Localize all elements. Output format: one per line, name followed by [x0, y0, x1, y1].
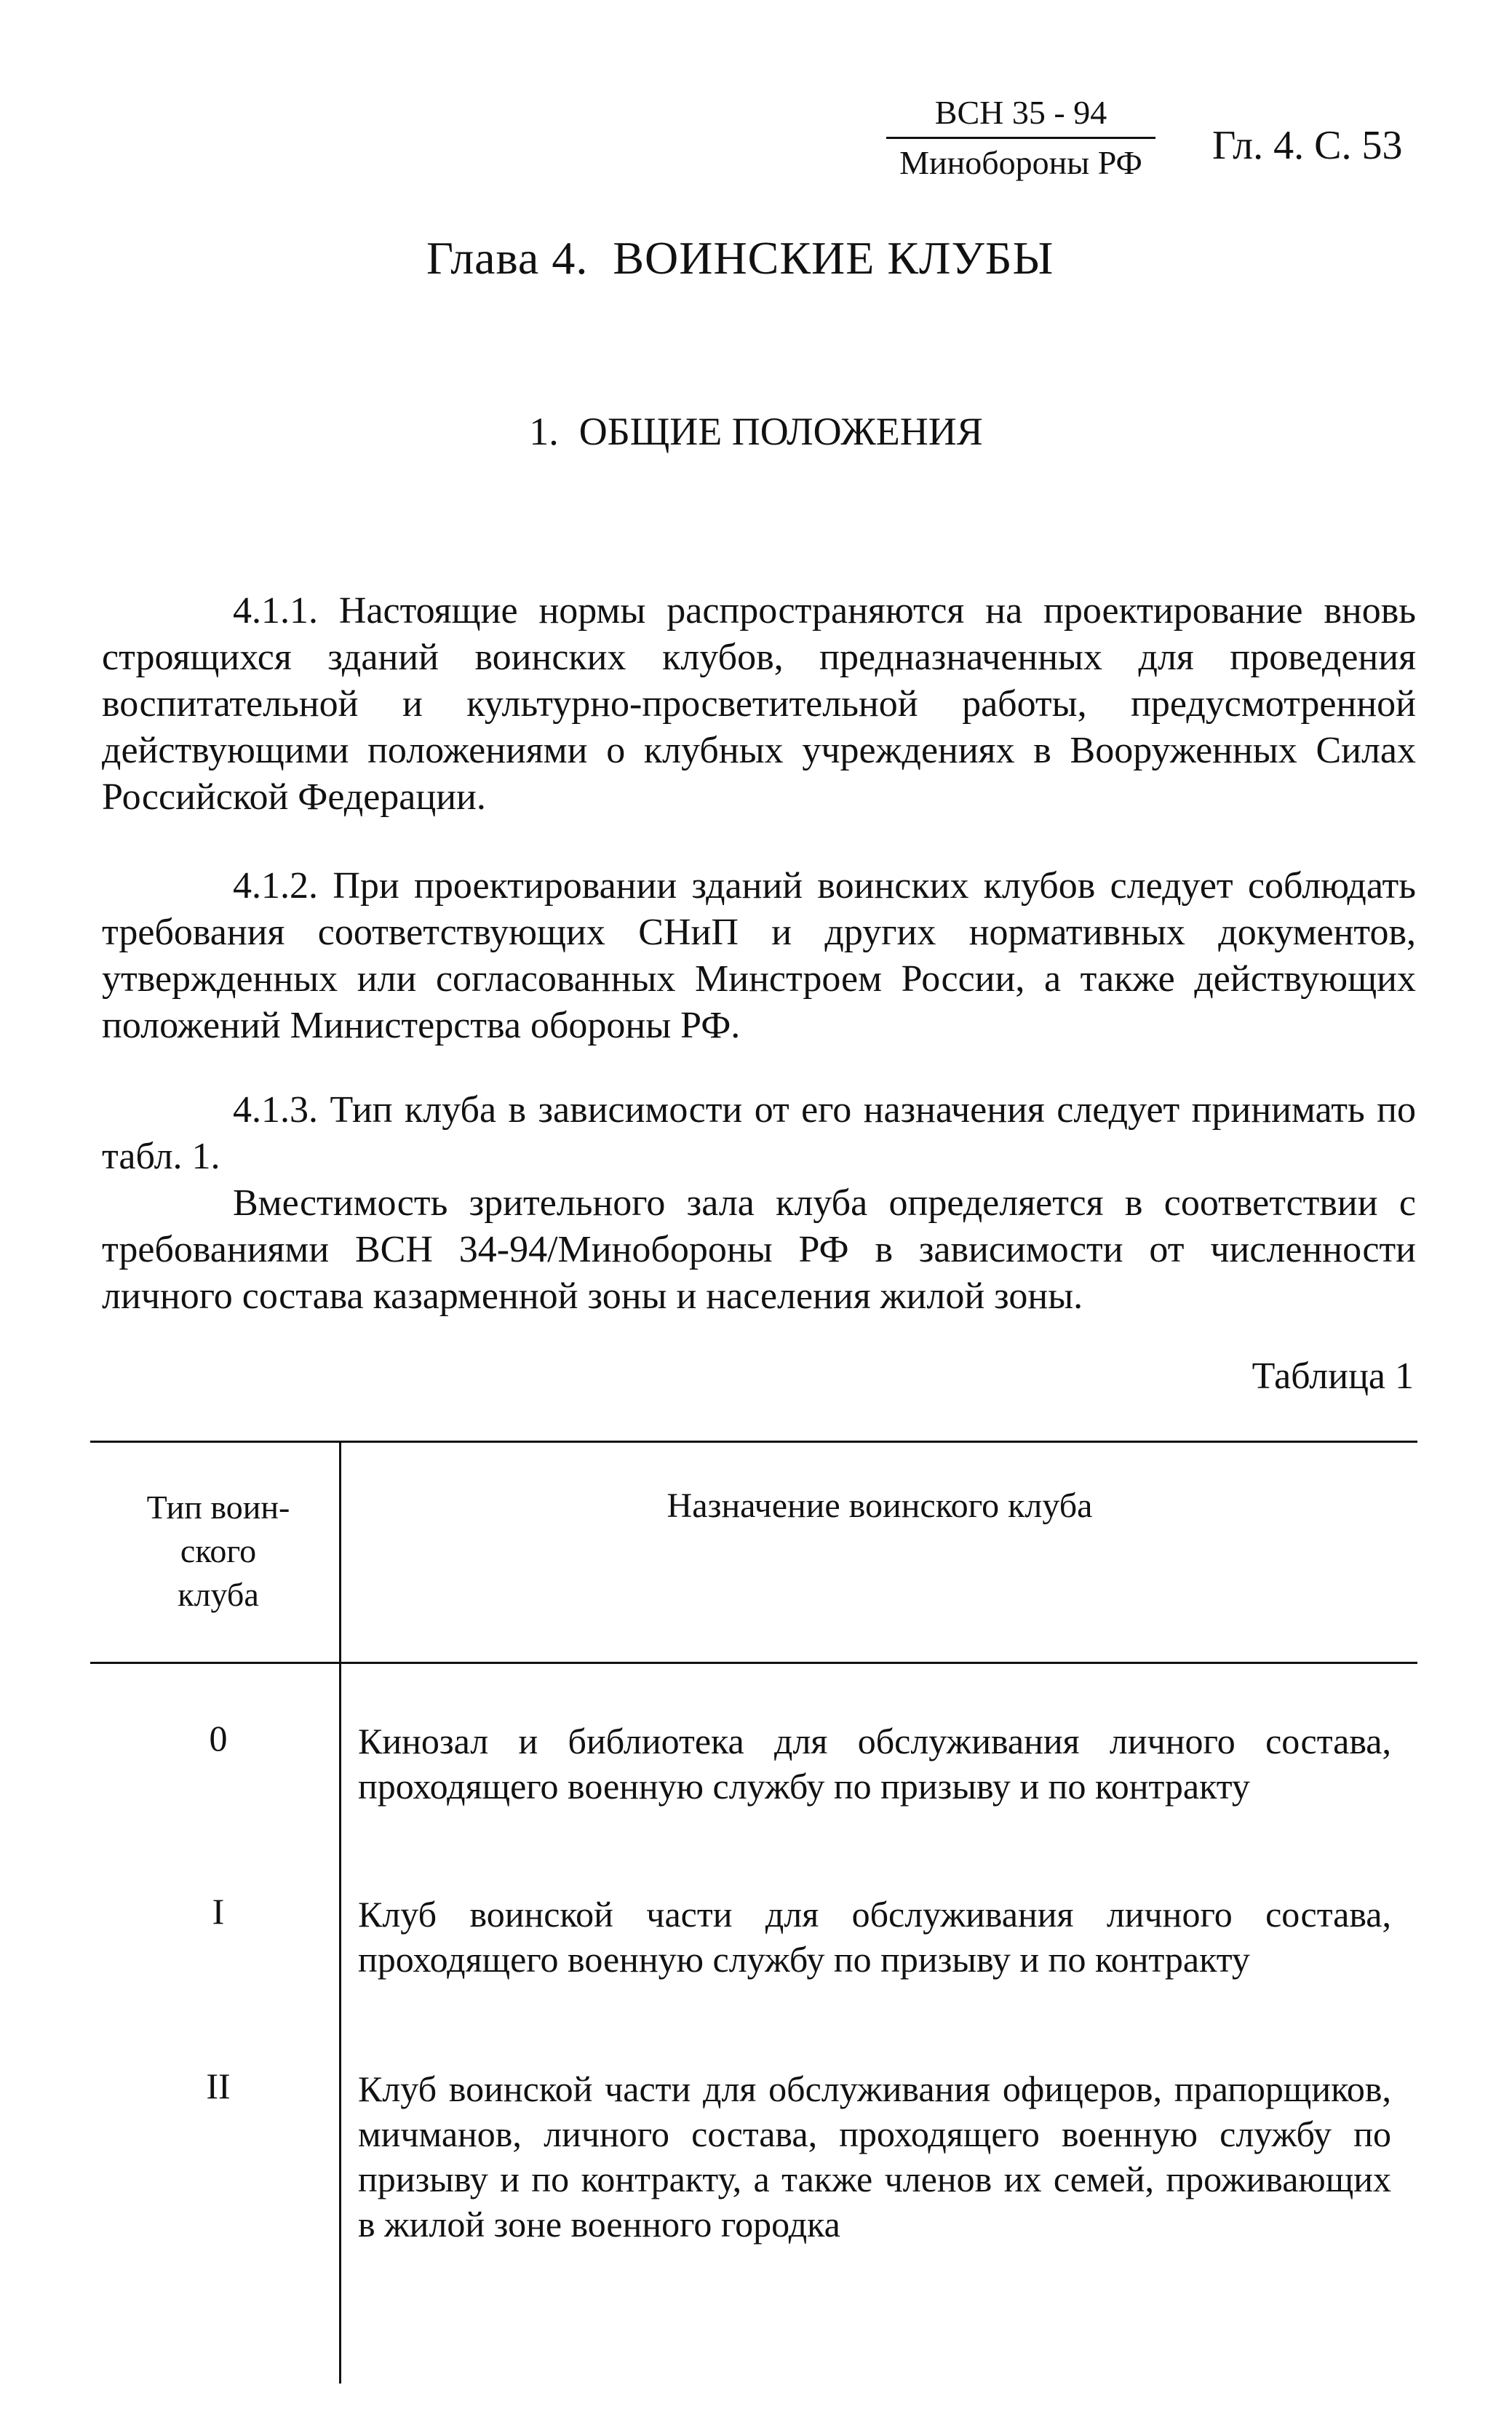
table-row-purpose: Клуб воинской части для обслуживания личного состава, проходящего военную службу по призыву и по контракту — [358, 1894, 1391, 1980]
section-heading — [0, 409, 1512, 454]
document-code-issuer: Минобороны РФ — [899, 144, 1142, 181]
document-code — [886, 96, 1155, 180]
paragraph-4-1-3 — [102, 1087, 1416, 1320]
page-reference: Гл. 4. С. 53 — [1212, 123, 1403, 168]
table-caption: Таблица 1 — [1252, 1355, 1414, 1397]
document-code-number: ВСН 35 - 94 — [886, 96, 1155, 139]
table-row-type: I — [212, 1891, 225, 1932]
chapter-title: Глава 4. ВОИНСКИЕ КЛУБЫ — [426, 232, 1054, 284]
paragraph-text: Вместимость зрительного зала клуба определяется в соответствии с требованиями ВСН 34-94/Минобороны РФ в зависимости от численности личного состава казарменной зоны и населения жилой зоны. — [102, 1182, 1416, 1317]
table-header-rule — [90, 1662, 1417, 1664]
column-header-purpose: Назначение воинского клуба — [667, 1486, 1093, 1525]
table-row-purpose: Кинозал и библиотека для обслуживания личного состава, проходящего военную службу по призыву и по контракту — [358, 1721, 1391, 1807]
section-title: ОБЩИЕ ПОЛОЖЕНИЯ — [578, 410, 983, 453]
table-column-divider — [339, 1441, 341, 2384]
table-row-purpose: Клуб воинской части для обслуживания офицеров, прапорщиков, мичманов, личного состава, проходящего военную службу по призыву и по контракту, а также членов их семей, проживающих в жилой зоне военного городка — [358, 2068, 1391, 2245]
table-row-type: 0 — [209, 1718, 228, 1759]
paragraph-4-1-2 — [102, 863, 1416, 1049]
paragraph-text: 4.1.1. Настоящие нормы распространяются на проектирование вновь строящихся зданий воинских клубов, предназначенных для проведения воспитательной и культурно-просветительной работы, предусмотренной действующими положениями о клубных учреждениях в Вооруженных Силах Российской Федерации. — [102, 590, 1416, 818]
paragraph-text: 4.1.2. При проектировании зданий воинских клубов следует соблюдать требования соответствующих СНиП и других нормативных документов, утвержденных или согласованных Минстроем России, а также действующих положений Министерства обороны РФ. — [102, 865, 1416, 1046]
column-header-type: Тип воин- ского клуба — [146, 1489, 290, 1613]
paragraph-4-1-1 — [102, 588, 1416, 821]
table-row-type: II — [206, 2066, 231, 2106]
table-top-rule — [90, 1441, 1417, 1443]
paragraph-text: 4.1.3. Тип клуба в зависимости от его назначения следует принимать по табл. 1. — [102, 1089, 1416, 1177]
section-number: 1. — [529, 410, 559, 453]
